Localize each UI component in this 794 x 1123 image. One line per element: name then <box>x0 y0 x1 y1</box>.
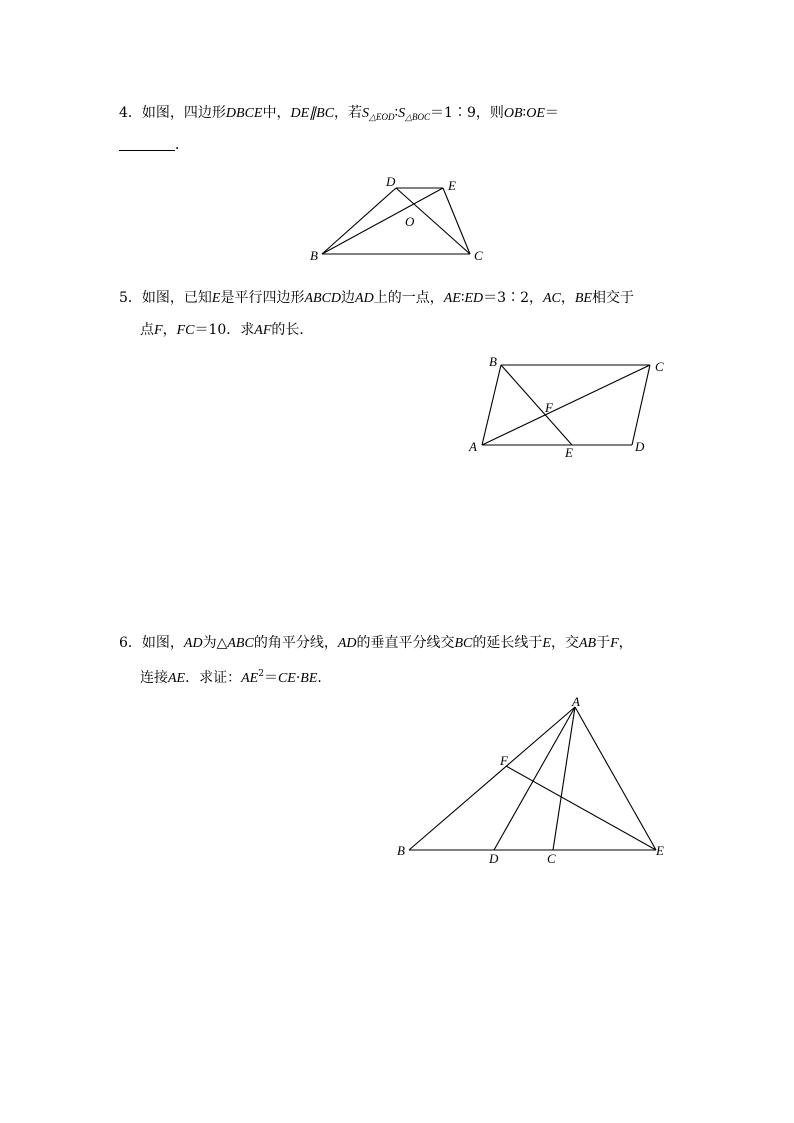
diagonal-be <box>322 188 443 254</box>
problem-5-line-1: 5．如图，已知E是平行四边形ABCD边AD上的一点，AE∶ED＝3∶2，AC，BE相交于 <box>119 290 634 306</box>
label-c: C <box>547 851 556 866</box>
problem-5-line-2: 点F，FC＝10．求AF的长． <box>140 322 314 338</box>
label-b: B <box>310 248 318 263</box>
segment-ae <box>575 707 656 850</box>
segment-ec <box>443 188 470 254</box>
segment-fe <box>506 766 656 850</box>
label-a: A <box>469 439 477 454</box>
problem-6-line-2: 连接AE．求证：$AE^2=CE\cdot BE$． <box>140 669 332 686</box>
segment-ad <box>494 707 575 850</box>
problem-number: 5． <box>119 290 142 306</box>
label-b: B <box>489 354 497 369</box>
label-c: C <box>474 248 483 263</box>
segment-ac <box>553 707 575 850</box>
label-d: D <box>635 439 645 454</box>
problem-4-line-2: ． <box>119 136 189 154</box>
problem-6-line-1: 6．如图，AD为△ABC的角平分线，AD的垂直平分线交BC的延长线于E，交AB于F， <box>119 635 633 651</box>
problem-number: 6． <box>119 635 142 651</box>
figure-triangle-abc <box>390 695 680 875</box>
figure-parallelogram-abcd <box>460 350 680 465</box>
figure-trapezoid-dbce <box>300 170 500 270</box>
segment-ab <box>409 707 575 850</box>
diagonal-ac <box>482 365 650 445</box>
label-a: A <box>572 694 580 709</box>
label-b: B <box>397 843 405 858</box>
label-o: O <box>405 214 415 229</box>
label-d: D <box>386 174 396 189</box>
label-c: C <box>655 359 664 374</box>
answer-blank[interactable] <box>119 136 175 151</box>
label-e: E <box>565 445 573 460</box>
segment-be <box>501 365 572 445</box>
segment-cd <box>632 365 650 445</box>
label-d: D <box>489 851 499 866</box>
problem-4-line-1: 4．如图，四边形DBCE中，DE∥BC，若$S_{\triangle EOD}∶S_{\triangle BOC}=1∶9$，则OB∶OE＝ <box>119 105 559 122</box>
label-f: F <box>500 753 508 768</box>
label-f: F <box>545 400 553 415</box>
label-e: E <box>448 178 456 193</box>
segment-ab <box>482 365 501 445</box>
problem-number: 4． <box>119 105 142 121</box>
label-e: E <box>656 843 664 858</box>
segment-bd <box>322 188 396 254</box>
